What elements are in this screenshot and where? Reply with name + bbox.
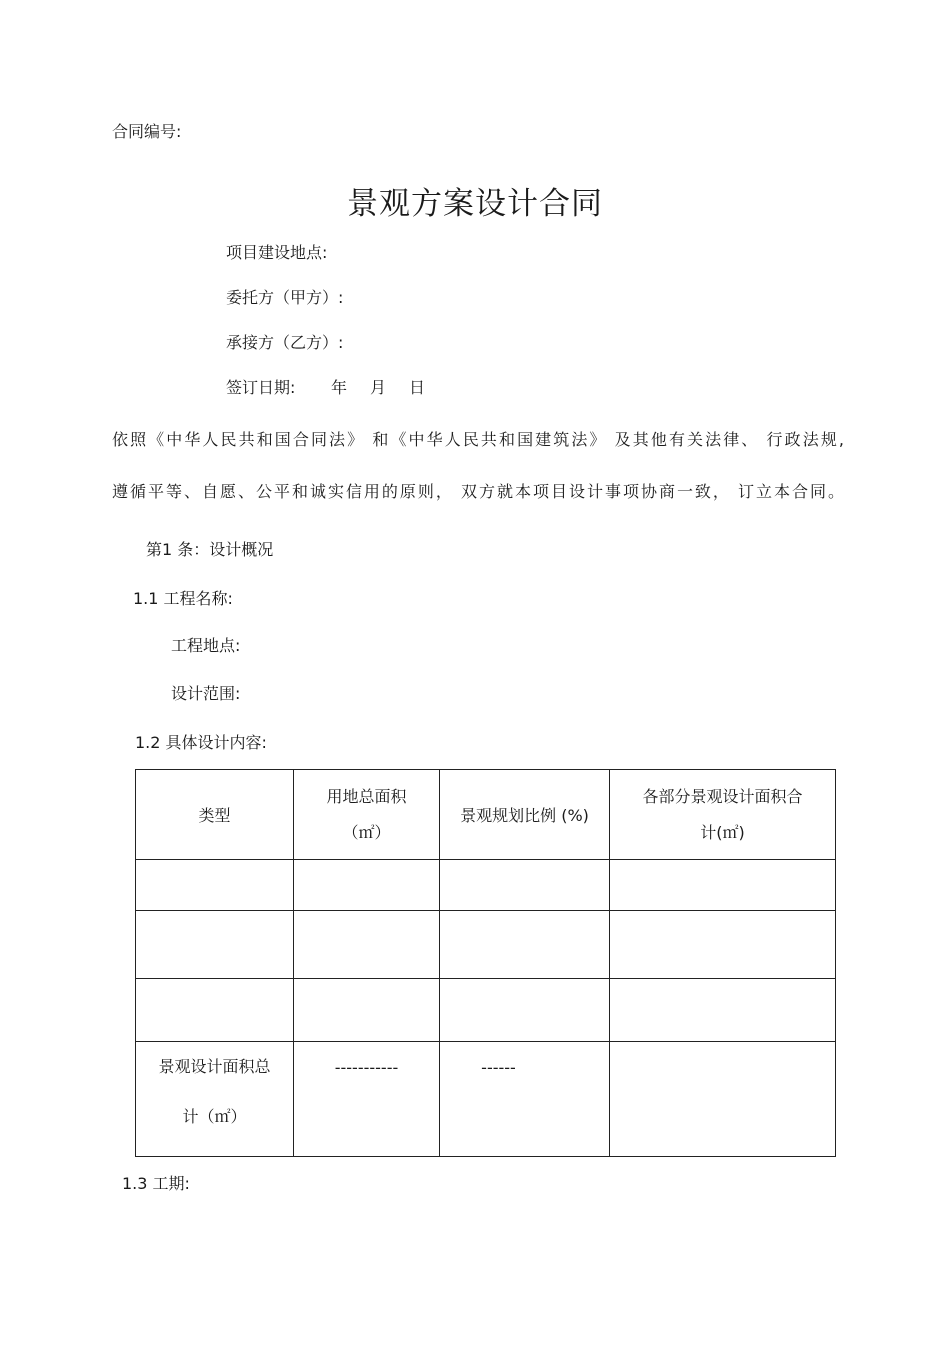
table-cell — [440, 979, 610, 1042]
table-row — [136, 979, 836, 1042]
header-part-area-line1: 各部分景观设计面积合 — [642, 786, 803, 806]
sign-date-month: 月 — [370, 378, 387, 397]
total-label-line1: 景观设计面积总 — [158, 1057, 271, 1076]
table-cell — [294, 860, 440, 911]
total-label-line2: 计（㎡） — [182, 1107, 247, 1126]
table-row — [136, 911, 836, 979]
total-land-area-value: ----------- — [334, 1058, 399, 1077]
project-location-field: 工程地点: — [171, 636, 241, 655]
total-land-area — [294, 1042, 440, 1157]
table-cell — [610, 860, 836, 911]
table-cell — [136, 911, 294, 979]
table-cell — [440, 911, 610, 979]
header-land-area-line2: （㎡） — [342, 822, 391, 842]
table-cell — [610, 979, 836, 1042]
site-field: 项目建设地点: — [226, 243, 328, 262]
party-a-field: 委托方（甲方）: — [226, 288, 344, 307]
party-b-field: 承接方（乙方）: — [226, 333, 344, 352]
table-cell — [294, 979, 440, 1042]
table-cell — [136, 979, 294, 1042]
header-part-area-line2: 计(㎡) — [700, 822, 745, 842]
sign-date-year: 年 — [331, 378, 348, 397]
header-land-area-line1: 用地总面积 — [326, 786, 407, 806]
table-cell — [294, 911, 440, 979]
table-total-row — [136, 1042, 836, 1157]
header-ratio: 景观规划比例 (%) — [440, 770, 610, 860]
preamble-line-1: 依照《中华人民共和国合同法》 和《中华人民共和国建筑法》 及其他有关法律、 行政法规, — [112, 430, 844, 449]
contract-number-label: 合同编号: — [112, 122, 182, 141]
sign-date-label: 签订日期: — [226, 378, 296, 397]
table-cell — [440, 860, 610, 911]
section-1-2-design-content: 1.2 具体设计内容: — [135, 733, 267, 752]
design-scope-field: 设计范围: — [171, 684, 241, 703]
total-ratio — [440, 1042, 610, 1157]
header-land-area — [294, 770, 440, 860]
header-type: 类型 — [136, 770, 294, 860]
section-1-3-duration: 1.3 工期: — [122, 1174, 190, 1193]
table-cell — [610, 911, 836, 979]
article-1-heading: 第1 条：设计概况 — [146, 540, 274, 559]
table-row — [136, 860, 836, 911]
section-1-1-project-name: 1.1 工程名称: — [133, 589, 233, 608]
total-part-area — [610, 1042, 836, 1157]
table-cell — [136, 860, 294, 911]
table-header-row — [136, 770, 836, 860]
header-part-area — [610, 770, 836, 860]
total-ratio-value: ------ — [481, 1058, 516, 1077]
sign-date-day: 日 — [409, 378, 426, 397]
design-content-table — [135, 769, 836, 1157]
document-title: 景观方案设计合同 — [347, 186, 603, 222]
preamble-line-2: 遵循平等、自愿、公平和诚实信用的原则， 双方就本项目设计事项协商一致， 订立本合同。 — [112, 482, 844, 501]
total-label — [136, 1042, 294, 1157]
